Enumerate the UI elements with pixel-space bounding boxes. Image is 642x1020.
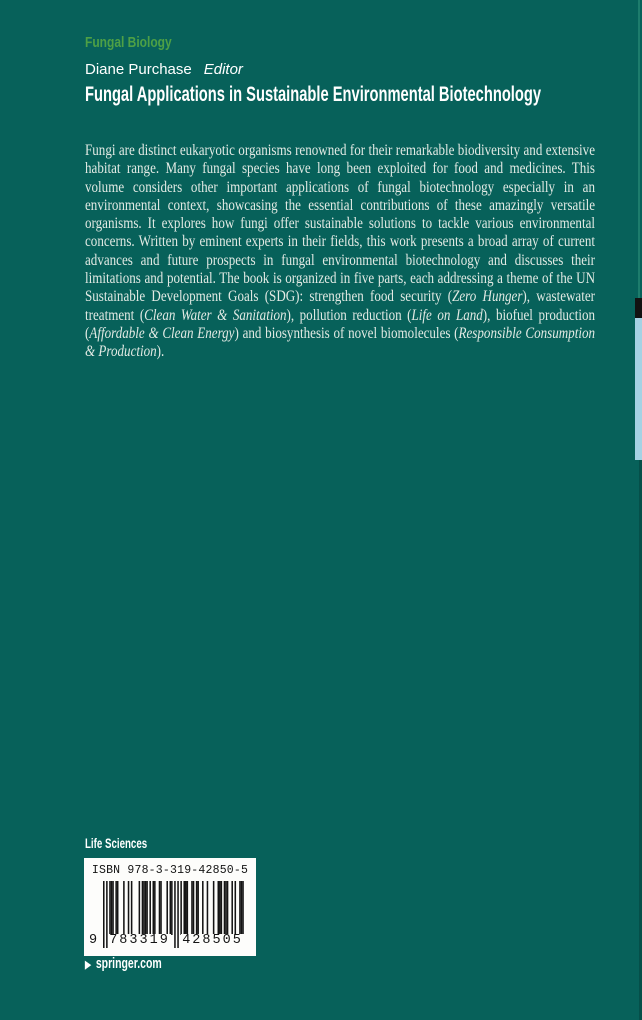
blurb-segment: ), wastewater treatment (: [85, 288, 595, 324]
publisher-website: [85, 954, 162, 975]
barcode-digit-left: 9: [89, 933, 98, 948]
website-url: springer.com: [95, 955, 162, 972]
blurb-segment: Fungi are distinct eukaryotic organisms renowned for their remarkable biodiversity and extensive habitat range. Many fungal species have long been exploited for food and medicines. This volume considers other important applications of fungal biotechnology especially in an environmental context, showcasing the essential contributions of these amazingly versatile organisms. It explores how fungi offer sustainable solutions to tackle various environmental concerns. Written by eminent experts in their fields, this work presents a broad array of current advances and future prospects in fungal environmental biotechnology and discusses their limitations and potential. The book is organized in five parts, each addressing a theme of the UN Sustainable Development Goals (SDG): strengthen food security (: [85, 142, 595, 306]
isbn-number: ISBN 978-3-319-42850-5: [91, 864, 249, 877]
blurb-sdg-clean-energy: Affordable & Clean Energy: [89, 324, 235, 342]
blurb-sdg-clean-water: Clean Water & Sanitation: [144, 306, 287, 324]
photo-edge-highlight: [638, 0, 640, 300]
blurb-sdg-zero-hunger: Zero Hunger: [452, 288, 523, 306]
barcode-digits-group2: 428505: [182, 933, 243, 948]
isbn-barcode-box: [84, 858, 256, 956]
editor-name: Diane Purchase: [85, 61, 192, 78]
blurb-segment: ) and biosynthesis of novel biomolecules (: [234, 324, 459, 342]
blurb-sdg-responsible-consumption: Responsible Consumption & Production: [85, 324, 596, 361]
back-cover-blurb: [85, 142, 595, 362]
blurb-segment: ).: [156, 343, 165, 361]
blurb-segment: ), pollution reduction (: [286, 306, 412, 324]
editor-role: Editor: [203, 61, 243, 78]
blurb-sdg-life-on-land: Life on Land: [411, 306, 483, 324]
ean13-barcode: [89, 881, 250, 948]
right-triangle-icon: ▶: [85, 959, 91, 971]
series-title: Fungal Biology: [85, 34, 172, 51]
photo-edge-blue-strip: [635, 318, 642, 460]
photo-edge-black-strip: [635, 298, 642, 318]
book-title: Fungal Applications in Sustainable Environmental Biotechnology: [85, 83, 542, 106]
blurb-segment: ), biofuel production (: [85, 306, 596, 342]
editor-line: [85, 60, 243, 79]
category-label: Life Sciences: [85, 836, 148, 851]
barcode-digits-group1: 783319: [109, 933, 170, 948]
